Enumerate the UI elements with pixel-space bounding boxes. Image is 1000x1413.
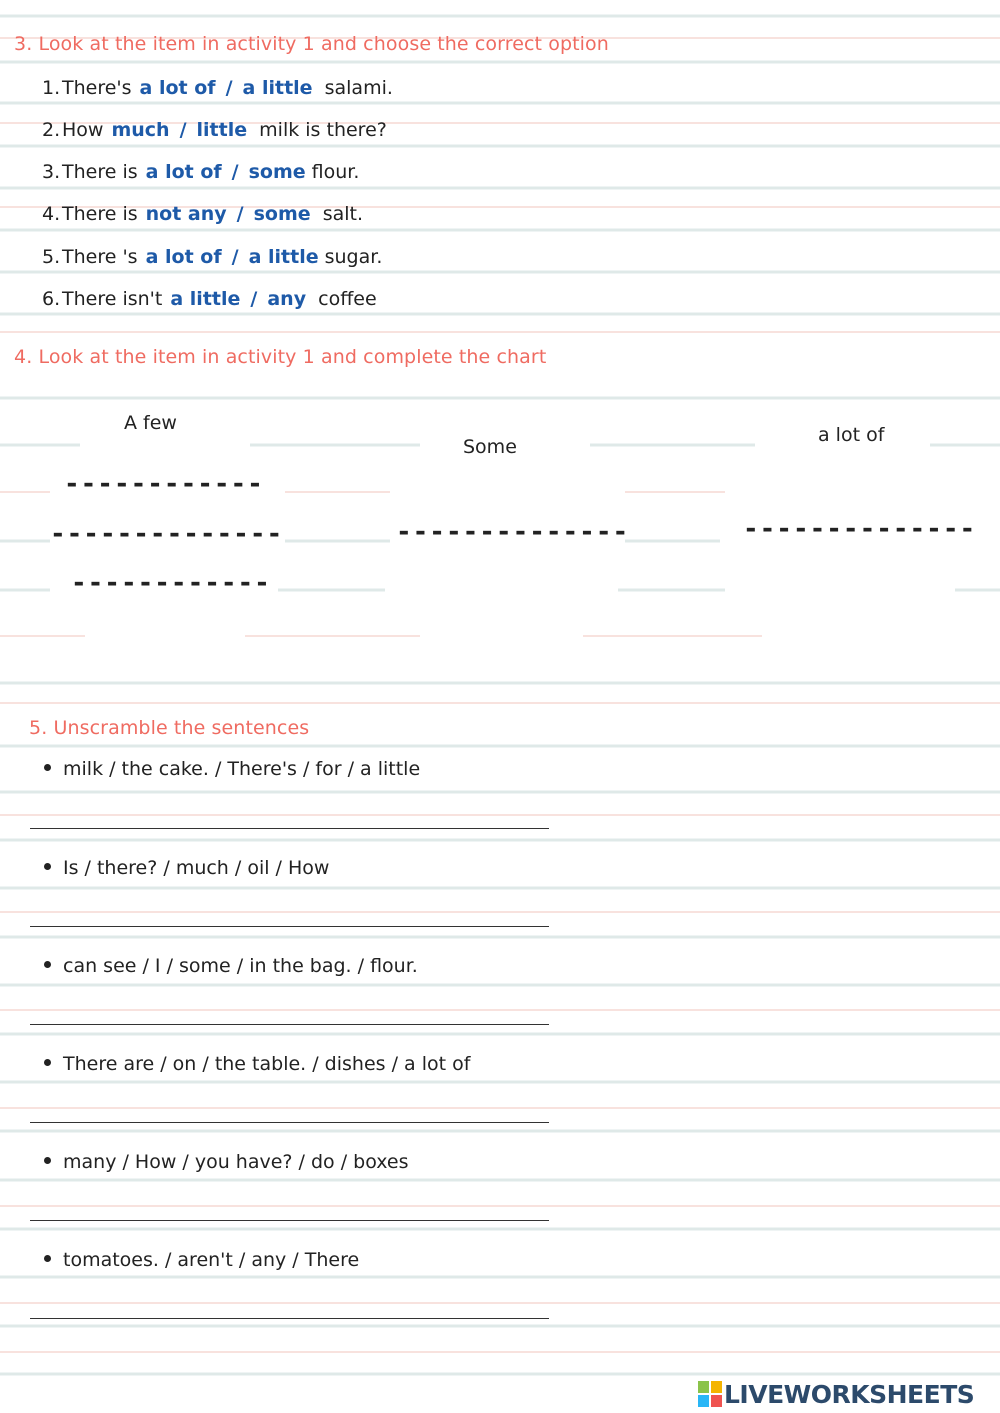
scrambled-sentence: tomatoes. / aren't / any / There [63, 1249, 360, 1271]
option-1[interactable]: much [111, 119, 170, 141]
option-2[interactable]: some [253, 203, 311, 225]
option-1[interactable]: a lot of [139, 77, 216, 99]
item-prefix: There isn't [62, 288, 163, 310]
option-separator: / [231, 246, 239, 268]
item-number: 4. [42, 203, 61, 225]
item-number: 6. [42, 288, 61, 310]
answer-line-4[interactable] [30, 1122, 549, 1123]
unscramble-item-4 [44, 1053, 470, 1075]
option-2[interactable]: little [196, 119, 248, 141]
blank-a-few-3[interactable]: ------------ [71, 573, 271, 593]
item-number: 1. [42, 77, 61, 99]
scrambled-sentence: milk / the cake. / There's / for / a little [63, 758, 421, 780]
answer-line-6[interactable] [30, 1318, 549, 1319]
scrambled-sentence: can see / I / some / in the bag. / flour. [63, 955, 418, 977]
option-2[interactable]: a little [248, 246, 319, 268]
answer-line-5[interactable] [30, 1220, 549, 1221]
item-suffix: salt. [322, 203, 364, 225]
section-3-heading: 3. Look at the item in activity 1 and choose the correct option [14, 33, 609, 55]
item-suffix: sugar. [324, 246, 383, 268]
bullet-icon [44, 1157, 51, 1164]
item-number: 5. [42, 246, 61, 268]
blank-a-few-1[interactable]: ------------ [64, 474, 264, 494]
option-2[interactable]: a little [242, 77, 313, 99]
choice-item-1 [42, 77, 393, 99]
item-suffix: salami. [324, 77, 393, 99]
bullet-icon [44, 863, 51, 870]
item-prefix: There 's [62, 246, 138, 268]
liveworksheets-logo[interactable] [698, 1378, 974, 1410]
option-separator: / [236, 203, 244, 225]
blank-a-lot-of-1[interactable]: -------------- [743, 519, 977, 539]
unscramble-item-6 [44, 1249, 359, 1271]
bullet-icon [44, 1255, 51, 1262]
item-number: 2. [42, 119, 61, 141]
bullet-icon [44, 764, 51, 771]
section-5-heading: 5. Unscramble the sentences [29, 717, 310, 739]
answer-line-2[interactable] [30, 926, 549, 927]
section-4-heading: 4. Look at the item in activity 1 and complete the chart [14, 346, 547, 368]
choice-item-5 [42, 246, 382, 268]
option-1[interactable]: a lot of [145, 246, 222, 268]
choice-item-3 [42, 161, 359, 183]
column-header-a-lot-of: a lot of [818, 424, 885, 446]
bullet-icon [44, 961, 51, 968]
answer-line-3[interactable] [30, 1024, 549, 1025]
item-suffix: coffee [318, 288, 377, 310]
answer-line-1[interactable] [30, 828, 549, 829]
blank-some-1[interactable]: -------------- [396, 522, 630, 542]
choice-item-2 [42, 119, 387, 141]
scrambled-sentence: Is / there? / much / oil / How [63, 857, 330, 879]
column-header-some: Some [463, 436, 517, 458]
option-1[interactable]: a little [170, 288, 241, 310]
choice-item-4 [42, 203, 363, 225]
item-suffix: flour. [311, 161, 360, 183]
unscramble-item-2 [44, 857, 329, 879]
item-prefix: There's [62, 77, 132, 99]
choice-item-6 [42, 288, 377, 310]
liveworksheets-logo-icon [698, 1381, 722, 1407]
liveworksheets-logo-text: LIVEWORKSHEETS [724, 1379, 975, 1409]
option-1[interactable]: a lot of [145, 161, 222, 183]
option-2[interactable]: any [267, 288, 307, 310]
unscramble-item-3 [44, 955, 418, 977]
unscramble-item-1 [44, 758, 420, 780]
blank-a-few-2[interactable]: -------------- [50, 524, 284, 544]
option-separator: / [179, 119, 187, 141]
unscramble-item-5 [44, 1151, 409, 1173]
item-prefix: How [62, 119, 104, 141]
option-2[interactable]: some [248, 161, 306, 183]
item-suffix: milk is there? [259, 119, 387, 141]
scrambled-sentence: many / How / you have? / do / boxes [63, 1151, 409, 1173]
option-separator: / [231, 161, 239, 183]
item-prefix: There is [62, 161, 138, 183]
scrambled-sentence: There are / on / the table. / dishes / a lot of [63, 1053, 471, 1075]
column-header-a-few: A few [124, 412, 177, 434]
option-separator: / [250, 288, 258, 310]
bullet-icon [44, 1059, 51, 1066]
option-1[interactable]: not any [145, 203, 227, 225]
item-prefix: There is [62, 203, 138, 225]
item-number: 3. [42, 161, 61, 183]
option-separator: / [225, 77, 233, 99]
